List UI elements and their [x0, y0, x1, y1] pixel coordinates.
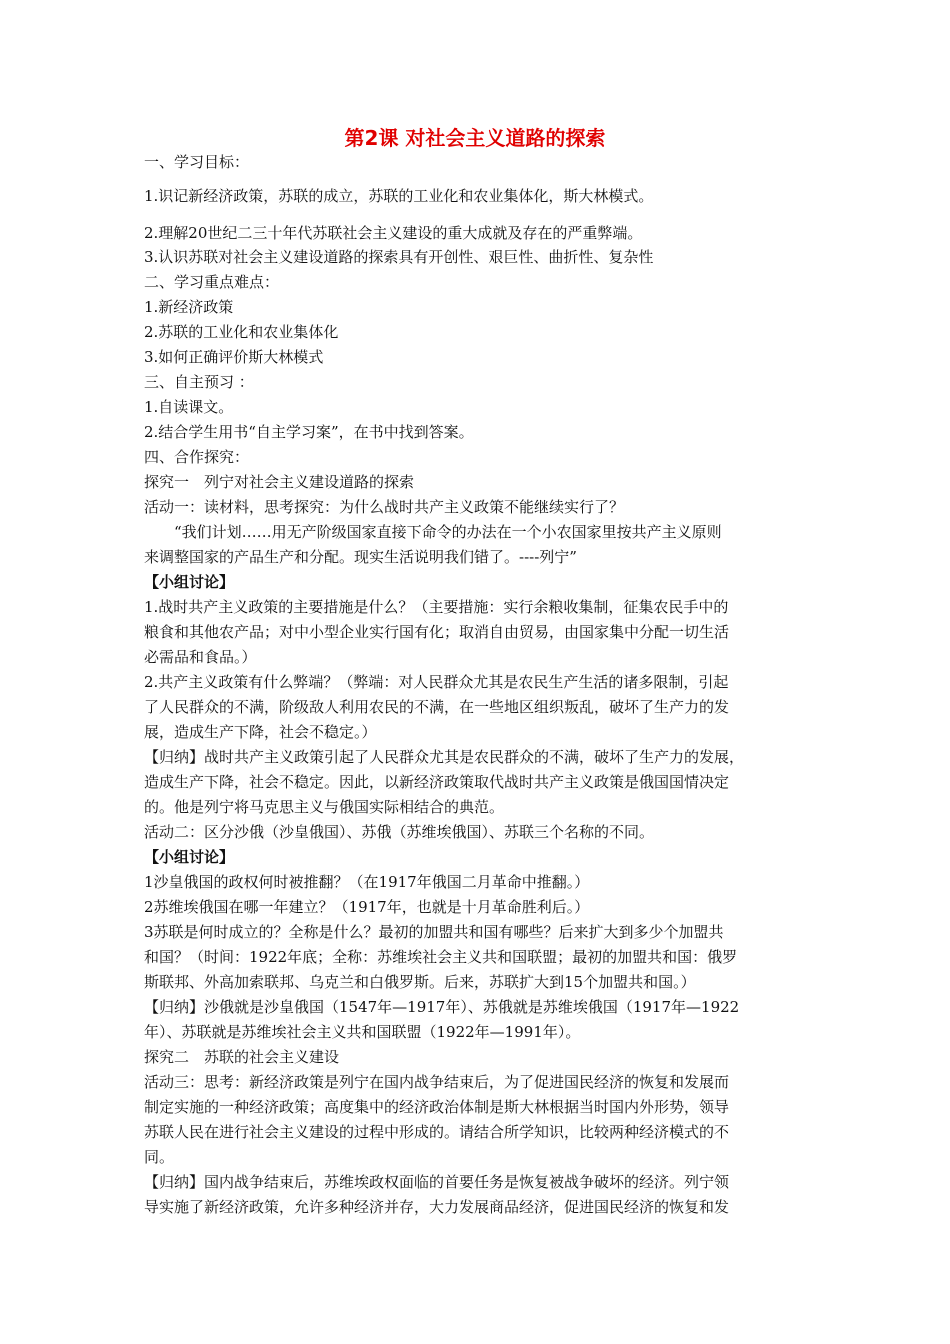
text-line: 粮食和其他农产品；对中小型企业实行国有化；取消自由贸易，由国家集中分配一切生活	[144, 623, 730, 641]
text-line: 展，造成生产下降，社会不稳定。）	[144, 723, 377, 741]
text-line: 四、合作探究：	[144, 448, 250, 466]
text-line: 和国？（时间：1922年底；全称：苏维埃社会主义共和国联盟；最初的加盟共和国：俄罗	[144, 948, 738, 966]
text-line: 苏联人民在进行社会主义建设的过程中形成的。请结合所学知识，比较两种经济模式的不	[144, 1123, 730, 1141]
summary-line: 【归纳】国内战争结束后，苏维埃政权面临的首要任务是恢复被战争破坏的经济。列宁领	[144, 1173, 730, 1191]
quote-line: 来调整国家的产品生产和分配。现实生活说明我们错了。----列宁”	[144, 548, 577, 566]
section-label: 【小组讨论】	[144, 848, 235, 866]
text-line: 1.识记新经济政策，苏联的成立，苏联的工业化和农业集体化，斯大林模式。	[144, 187, 654, 205]
page-title: 第2课 对社会主义道路的探索	[344, 126, 606, 150]
text-line: 制定实施的一种经济政策；高度集中的经济政治体制是斯大林根据当时国内外形势，领导	[144, 1098, 730, 1116]
text-line: 一、学习目标：	[144, 153, 250, 171]
text-line: 2苏维埃俄国在哪一年建立？（1917年，也就是十月革命胜利后。）	[144, 898, 590, 916]
text-line: 导实施了新经济政策，允许多种经济并存，大力发展商品经济，促进国民经济的恢复和发	[144, 1198, 730, 1216]
text-line: 同。	[144, 1148, 175, 1166]
text-line: 造成生产下降，社会不稳定。因此，以新经济政策取代战时共产主义政策是俄国国情决定	[144, 773, 730, 791]
text-line: 活动一：读材料，思考探究：为什么战时共产主义政策不能继续实行了？	[144, 498, 625, 516]
summary-line: 【归纳】战时共产主义政策引起了人民群众尤其是农民群众的不满，破坏了生产力的发展，	[144, 748, 745, 766]
text-line: 三、自主预习 ：	[144, 373, 254, 391]
quote-line: “我们计划……用无产阶级国家直接下命令的办法在一个小农国家里按共产主义原则	[174, 523, 722, 541]
text-line: 3苏联是何时成立的？全称是什么？最初的加盟共和国有哪些？后来扩大到多少个加盟共	[144, 923, 724, 941]
text-line: 1沙皇俄国的政权何时被推翻？（在1917年俄国二月革命中推翻。）	[144, 873, 590, 891]
text-line: 二、学习重点难点：	[144, 273, 280, 291]
text-line: 探究二 苏联的社会主义建设	[144, 1048, 340, 1066]
text-line: 了人民群众的不满，阶级敌人利用农民的不满，在一些地区组织叛乱，破坏了生产力的发	[144, 698, 730, 716]
text-line: 年）、苏联就是苏维埃社会主义共和国联盟（1922年—1991年）。	[144, 1023, 581, 1041]
text-line: 斯联邦、外高加索联邦、乌克兰和白俄罗斯。后来，苏联扩大到15个加盟共和国。）	[144, 973, 696, 991]
text-line: 必需品和食品。）	[144, 648, 257, 666]
text-line: 2.苏联的工业化和农业集体化	[144, 323, 339, 341]
text-line: 2.结合学生用书“自主学习案”，在书中找到答案。	[144, 423, 474, 441]
text-line: 1.战时共产主义政策的主要措施是什么？（主要措施：实行余粮收集制，征集农民手中的	[144, 598, 729, 616]
section-label: 【小组讨论】	[144, 573, 235, 591]
summary-line: 【归纳】沙俄就是沙皇俄国（1547年—1917年）、苏俄就是苏维埃俄国（1917年—1922	[144, 998, 740, 1016]
text-line: 3.认识苏联对社会主义建设道路的探索具有开创性、艰巨性、曲折性、复杂性	[144, 248, 654, 266]
text-line: 2.共产主义政策有什么弊端？（弊端：对人民群众尤其是农民生产生活的诸多限制，引起	[144, 673, 729, 691]
text-line: 活动三：思考：新经济政策是列宁在国内战争结束后，为了促进国民经济的恢复和发展而	[144, 1073, 730, 1091]
text-line: 探究一 列宁对社会主义建设道路的探索	[144, 473, 415, 491]
text-line: 的。他是列宁将马克思主义与俄国实际相结合的典范。	[144, 798, 505, 816]
text-line: 1.新经济政策	[144, 298, 234, 316]
text-line: 3.如何正确评价斯大林模式	[144, 348, 324, 366]
text-line: 活动二：区分沙俄（沙皇俄国）、苏俄（苏维埃俄国）、苏联三个名称的不同。	[144, 823, 655, 841]
text-line: 2.理解20世纪二三十年代苏联社会主义建设的重大成就及存在的严重弊端。	[144, 224, 643, 242]
text-line: 1.自读课文。	[144, 398, 234, 416]
